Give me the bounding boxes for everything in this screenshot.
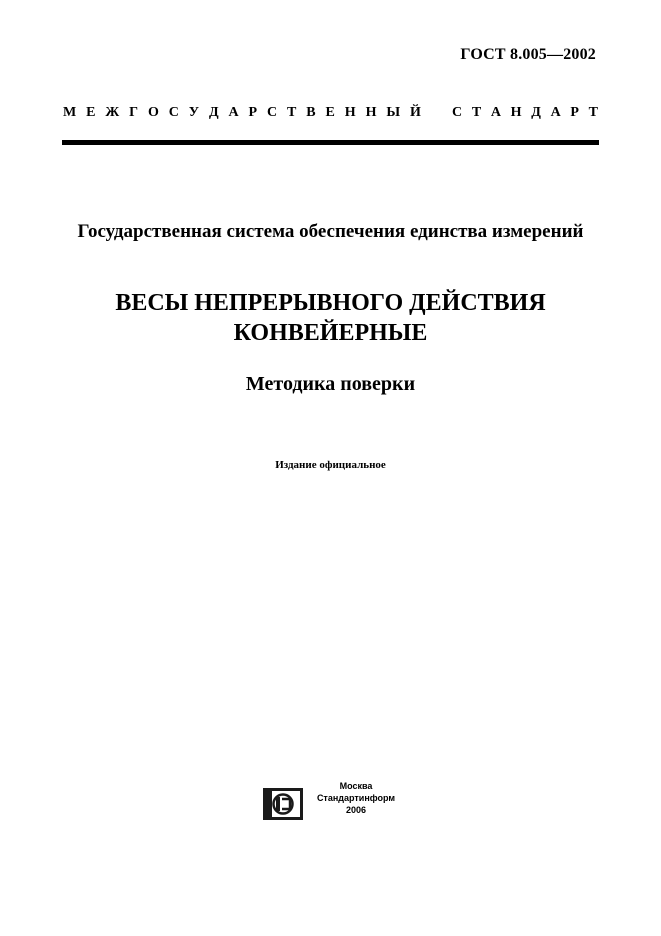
letter: А (228, 105, 239, 120)
letter: Е (325, 105, 335, 120)
letter: Ы (386, 105, 401, 120)
letter: У (188, 105, 200, 120)
letter: Т (287, 105, 297, 120)
letter: Е (86, 105, 96, 120)
standard-type-label (63, 105, 598, 121)
publisher-imprint (306, 780, 406, 816)
letter: Т (588, 105, 598, 120)
letter: Г (129, 105, 139, 120)
system-title: Государственная система обеспечения единства измерений (77, 221, 584, 242)
letter: М (63, 105, 77, 120)
letter: Н (344, 105, 356, 120)
standard-type-word-1 (63, 105, 421, 121)
header-divider (62, 140, 599, 145)
letter: Д (531, 105, 541, 120)
document-subtitle: Методика поверки (245, 373, 416, 395)
letter: Д (208, 105, 219, 120)
standartinform-logo-icon (262, 787, 304, 821)
letter: С (452, 105, 463, 120)
letter: Ж (105, 105, 120, 120)
letter: Т (471, 105, 482, 120)
edition-label: Издание официальное (275, 459, 386, 471)
letter: С (168, 105, 179, 120)
gost-number: ГОСТ 8.005—2002 (460, 46, 596, 63)
letter: А (490, 105, 501, 120)
standard-type-word-2 (452, 105, 598, 121)
letter: Р (248, 105, 258, 120)
document-title: ВЕСЫ НЕПРЕРЫВНОГО ДЕЙСТВИЯ КОНВЕЙЕРНЫЕ (115, 290, 546, 346)
publisher-block (262, 780, 407, 822)
letter: Р (570, 105, 579, 120)
publisher-name: Стандартинформ (316, 793, 396, 803)
publisher-city: Москва (339, 781, 373, 791)
letter: О (147, 105, 159, 120)
publisher-year: 2006 (345, 805, 367, 815)
letter: Н (510, 105, 522, 120)
letter: В (306, 105, 316, 120)
letter: А (550, 105, 561, 120)
letter: Н (365, 105, 377, 120)
letter: С (267, 105, 278, 120)
letter: Й (410, 105, 421, 120)
